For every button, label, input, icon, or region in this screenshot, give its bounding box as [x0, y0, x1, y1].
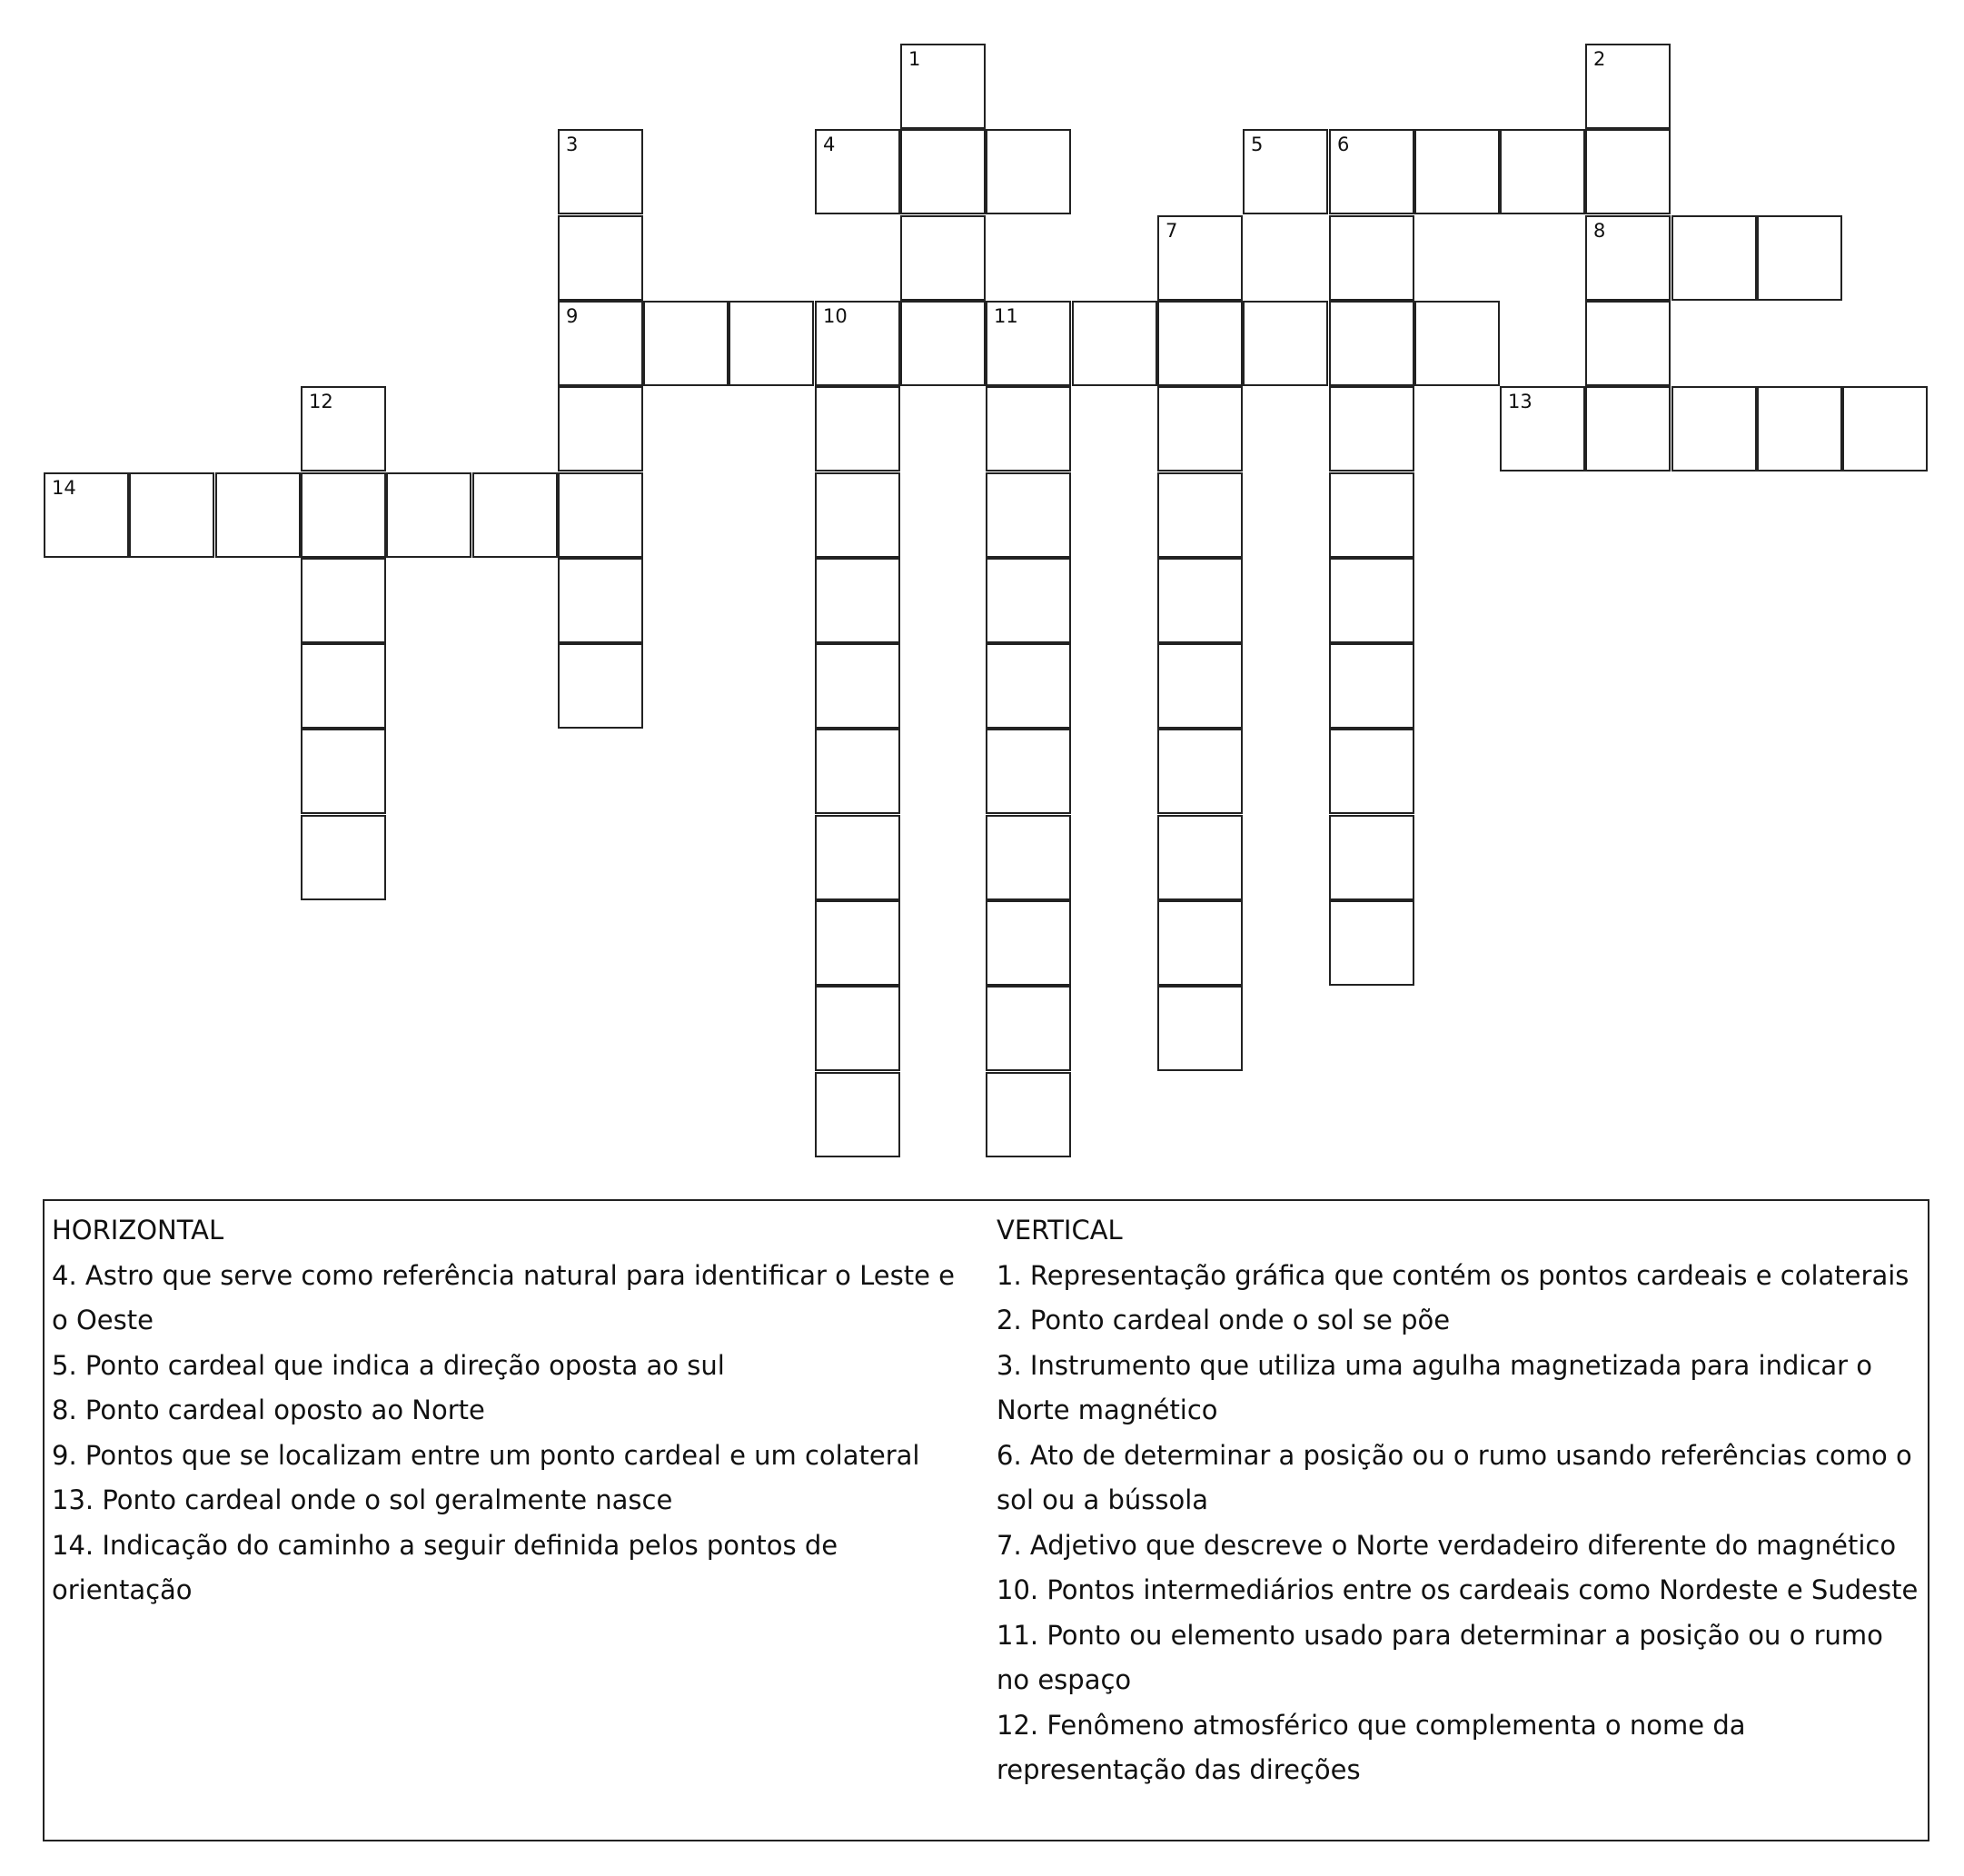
grid-cell[interactable]	[1157, 301, 1243, 386]
grid-cell[interactable]	[815, 900, 900, 986]
grid-cell[interactable]	[301, 729, 386, 814]
grid-cell[interactable]	[815, 729, 900, 814]
grid-cell[interactable]	[1157, 729, 1243, 814]
clue-vertical: 3. Instrumento que utiliza uma agulha magnetizada para indicar o Norte magnético	[997, 1349, 1873, 1425]
grid-cell[interactable]	[558, 215, 643, 301]
grid-cell[interactable]	[815, 1072, 900, 1157]
grid-cell[interactable]	[1329, 900, 1414, 986]
grid-cell[interactable]	[558, 643, 643, 729]
clue-number: 9	[566, 305, 579, 327]
grid-cell[interactable]	[1585, 301, 1671, 386]
grid-cell[interactable]	[815, 643, 900, 729]
grid-cell[interactable]	[1329, 386, 1414, 471]
clue-number: 10	[823, 305, 848, 327]
clue-box	[43, 1199, 1929, 1841]
grid-cell[interactable]	[1414, 301, 1500, 386]
grid-cell[interactable]	[986, 729, 1071, 814]
grid-cell[interactable]	[1500, 386, 1585, 471]
grid-cell[interactable]	[301, 472, 386, 558]
grid-cell[interactable]	[986, 558, 1071, 643]
grid-cell[interactable]	[1842, 386, 1928, 471]
clue-horizontal: 9. Pontos que se localizam entre um ponto cardeal e um colateral	[52, 1439, 920, 1471]
grid-cell[interactable]	[1157, 815, 1243, 900]
clue-number: 2	[1593, 48, 1606, 70]
clue-vertical: 12. Fenômeno atmosférico que complementa o nome da representação das direções	[997, 1709, 1746, 1785]
grid-cell[interactable]	[1157, 900, 1243, 986]
clue-number: 3	[566, 134, 579, 155]
grid-cell[interactable]	[900, 129, 986, 214]
grid-cell[interactable]	[815, 472, 900, 558]
grid-cell[interactable]	[1671, 386, 1757, 471]
grid-cell[interactable]	[1585, 386, 1671, 471]
grid-cell[interactable]	[643, 301, 729, 386]
grid-cell[interactable]	[1329, 301, 1414, 386]
grid-cell[interactable]	[815, 986, 900, 1071]
grid-cell[interactable]	[986, 129, 1071, 214]
grid-cell[interactable]	[558, 472, 643, 558]
grid-cell[interactable]	[301, 558, 386, 643]
grid-cell[interactable]	[301, 815, 386, 900]
grid-cell[interactable]	[1329, 815, 1414, 900]
clue-number: 12	[309, 391, 333, 412]
grid-cell[interactable]	[900, 44, 986, 129]
grid-cell[interactable]	[129, 472, 214, 558]
clue-horizontal: 5. Ponto cardeal que indica a direção oposta ao sul	[52, 1349, 725, 1381]
clue-horizontal: 8. Ponto cardeal oposto ao Norte	[52, 1395, 485, 1425]
clue-number: 11	[994, 305, 1018, 327]
grid-cell[interactable]	[1329, 643, 1414, 729]
clue-number: 5	[1251, 134, 1264, 155]
clue-number: 1	[908, 48, 921, 70]
grid-cell[interactable]	[558, 301, 643, 386]
grid-cell[interactable]	[1329, 472, 1414, 558]
clue-vertical: 11. Ponto ou elemento usado para determinar a posição ou o rumo no espaço	[997, 1619, 1883, 1695]
grid-cell[interactable]	[1757, 386, 1842, 471]
grid-cell[interactable]	[1157, 215, 1243, 301]
grid-cell[interactable]	[986, 815, 1071, 900]
grid-cell[interactable]	[472, 472, 558, 558]
grid-cell[interactable]	[1157, 472, 1243, 558]
clue-horizontal: 14. Indicação do caminho a seguir definida pelos pontos de orientação	[52, 1529, 838, 1605]
horizontal-clues-title: HORIZONTAL	[52, 1215, 224, 1246]
grid-cell[interactable]	[1157, 643, 1243, 729]
clue-number: 13	[1508, 391, 1533, 412]
clue-vertical: 2. Ponto cardeal onde o sol se põe	[997, 1305, 1451, 1335]
grid-cell[interactable]	[1157, 386, 1243, 471]
grid-cell[interactable]	[1671, 215, 1757, 301]
grid-cell[interactable]	[900, 215, 986, 301]
clue-number: 4	[823, 134, 836, 155]
grid-cell[interactable]	[815, 386, 900, 471]
grid-cell[interactable]	[1072, 301, 1157, 386]
grid-cell[interactable]	[729, 301, 814, 386]
grid-cell[interactable]	[1585, 215, 1671, 301]
clue-number: 14	[52, 477, 76, 499]
grid-cell[interactable]	[558, 129, 643, 214]
grid-cell[interactable]	[1500, 129, 1585, 214]
grid-cell[interactable]	[815, 558, 900, 643]
grid-cell[interactable]	[558, 386, 643, 471]
horizontal-clues	[52, 1208, 969, 1613]
clue-horizontal: 13. Ponto cardeal onde o sol geralmente nasce	[52, 1484, 673, 1515]
clue-vertical: 6. Ato de determinar a posição ou o rumo usando referências como o sol ou a bússola	[997, 1439, 1912, 1515]
clue-vertical: 1. Representação gráfica que contém os pontos cardeais e colaterais	[997, 1259, 1909, 1291]
grid-cell[interactable]	[1757, 215, 1842, 301]
grid-cell[interactable]	[301, 386, 386, 471]
clue-horizontal: 4. Astro que serve como referência natural para identificar o Leste e o Oeste	[52, 1259, 956, 1335]
grid-cell[interactable]	[1243, 301, 1328, 386]
grid-cell[interactable]	[1329, 729, 1414, 814]
grid-cell[interactable]	[1243, 129, 1328, 214]
grid-cell[interactable]	[1157, 986, 1243, 1071]
vertical-clues	[997, 1208, 1919, 1793]
grid-cell[interactable]	[1329, 129, 1414, 214]
clue-vertical: 10. Pontos intermediários entre os cardeais como Nordeste e Sudeste	[997, 1574, 1919, 1605]
vertical-clues-title: VERTICAL	[997, 1215, 1123, 1246]
grid-cell[interactable]	[986, 472, 1071, 558]
grid-cell[interactable]	[1157, 558, 1243, 643]
clue-vertical: 7. Adjetivo que descreve o Norte verdadeiro diferente do magnético	[997, 1529, 1897, 1561]
grid-cell[interactable]	[44, 472, 129, 558]
grid-cell[interactable]	[1329, 558, 1414, 643]
grid-cell[interactable]	[301, 643, 386, 729]
grid-cell[interactable]	[815, 815, 900, 900]
grid-cell[interactable]	[986, 643, 1071, 729]
grid-cell[interactable]	[900, 301, 986, 386]
grid-cell[interactable]	[386, 472, 471, 558]
clue-number: 8	[1593, 220, 1606, 242]
grid-cell[interactable]	[1585, 129, 1671, 214]
grid-cell[interactable]	[558, 558, 643, 643]
grid-cell[interactable]	[986, 900, 1071, 986]
clue-number: 6	[1337, 134, 1350, 155]
grid-cell[interactable]	[986, 386, 1071, 471]
grid-cell[interactable]	[986, 986, 1071, 1071]
grid-cell[interactable]	[815, 301, 900, 386]
grid-cell[interactable]	[815, 129, 900, 214]
grid-cell[interactable]	[986, 301, 1071, 386]
grid-cell[interactable]	[1329, 215, 1414, 301]
grid-cell[interactable]	[1414, 129, 1500, 214]
grid-cell[interactable]	[215, 472, 301, 558]
grid-cell[interactable]	[986, 1072, 1071, 1157]
grid-cell[interactable]	[1585, 44, 1671, 129]
clue-number: 7	[1166, 220, 1178, 242]
